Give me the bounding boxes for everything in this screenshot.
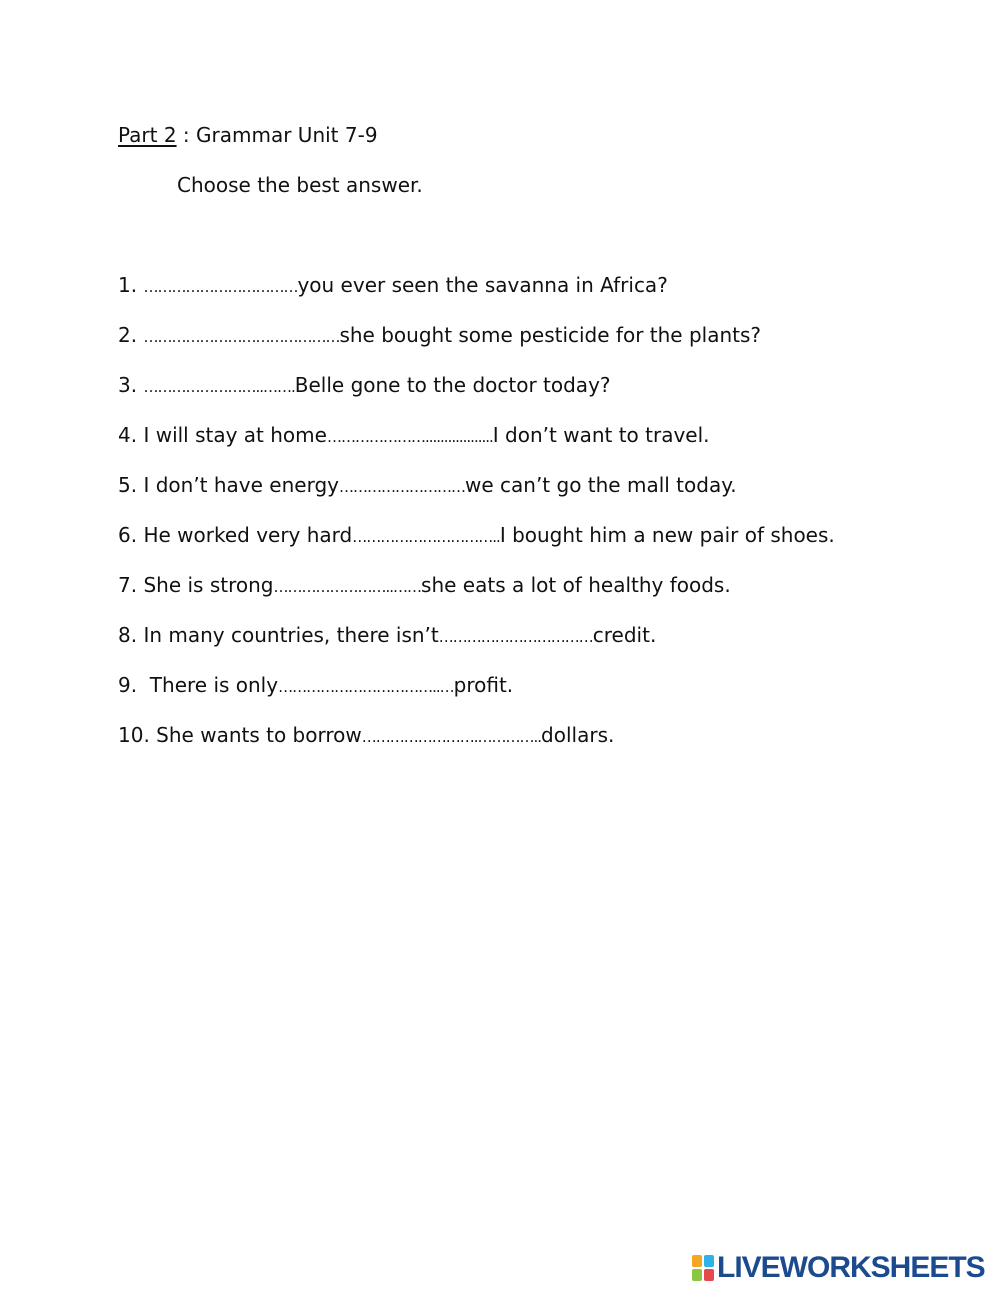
answer-blank[interactable]: …………………………… [438,628,593,646]
question-item [118,672,835,722]
question-text-after: you ever seen the savanna in Africa? [297,273,668,297]
question-item [118,272,835,322]
question-item [118,372,835,422]
answer-blank[interactable]: …………………….………….. [361,728,542,746]
answer-blank[interactable]: …………………………… [143,278,298,296]
question-text-after: she eats a lot of healthy foods. [421,573,731,597]
question-number: 3. [118,373,144,397]
heading-title: : Grammar Unit 7-9 [176,123,378,147]
question-text-before: She wants to borrow [156,723,362,747]
answer-blank[interactable]: ……………………………..… [278,678,454,696]
logo-block [692,1269,702,1281]
question-number: 7. [118,573,144,597]
liveworksheets-logo [692,1252,985,1284]
question-number: 6. [118,523,144,547]
logo-block [704,1269,714,1281]
answer-blank[interactable]: …………………………………… [143,328,340,346]
logo-block [704,1255,714,1267]
question-item [118,522,835,572]
question-item [118,572,835,622]
question-text-after: credit. [592,623,657,647]
question-text-before: I will stay at home [143,423,327,447]
question-number: 9. [118,673,150,697]
logo-block [692,1255,702,1267]
question-text-after: she bought some pesticide for the plants? [339,323,762,347]
answer-blank[interactable]: ……………………… [339,478,465,496]
question-item [118,622,835,672]
question-text-before: She is strong [143,573,274,597]
question-item [118,422,835,472]
question-list [118,272,835,772]
question-number: 5. [118,473,144,497]
logo-blocks-icon [692,1255,714,1281]
answer-blank[interactable]: ………………………….. [352,528,500,546]
question-item [118,472,835,522]
answer-blank[interactable]: ………………….................. [326,428,493,446]
question-text-before: He worked very hard [143,523,353,547]
question-text-before: In many countries, there isn’t [143,623,439,647]
question-text-after: I don’t want to travel. [492,423,710,447]
answer-blank[interactable]: ……………………..…… [273,578,422,596]
question-text-after: Belle gone to the doctor today? [294,373,611,397]
question-number: 10. [118,723,157,747]
question-text-after: I bought him a new pair of shoes. [499,523,835,547]
question-item [118,322,835,372]
question-text-after: dollars. [541,723,615,747]
section-heading [118,122,378,148]
question-text-after: profit. [453,673,514,697]
logo-text: LIVEWORKSHEETS [717,1251,985,1284]
question-number: 1. [118,273,144,297]
answer-blank[interactable]: ……………………..……. [143,378,295,396]
instruction-text: Choose the best answer. [177,173,423,197]
part-label: Part 2 [118,123,177,147]
question-text-before: There is only [149,673,279,697]
question-number: 8. [118,623,144,647]
question-number: 2. [118,323,144,347]
question-text-before: I don’t have energy [143,473,339,497]
question-number: 4. [118,423,144,447]
question-text-after: we can’t go the mall today. [465,473,737,497]
question-item [118,722,835,772]
